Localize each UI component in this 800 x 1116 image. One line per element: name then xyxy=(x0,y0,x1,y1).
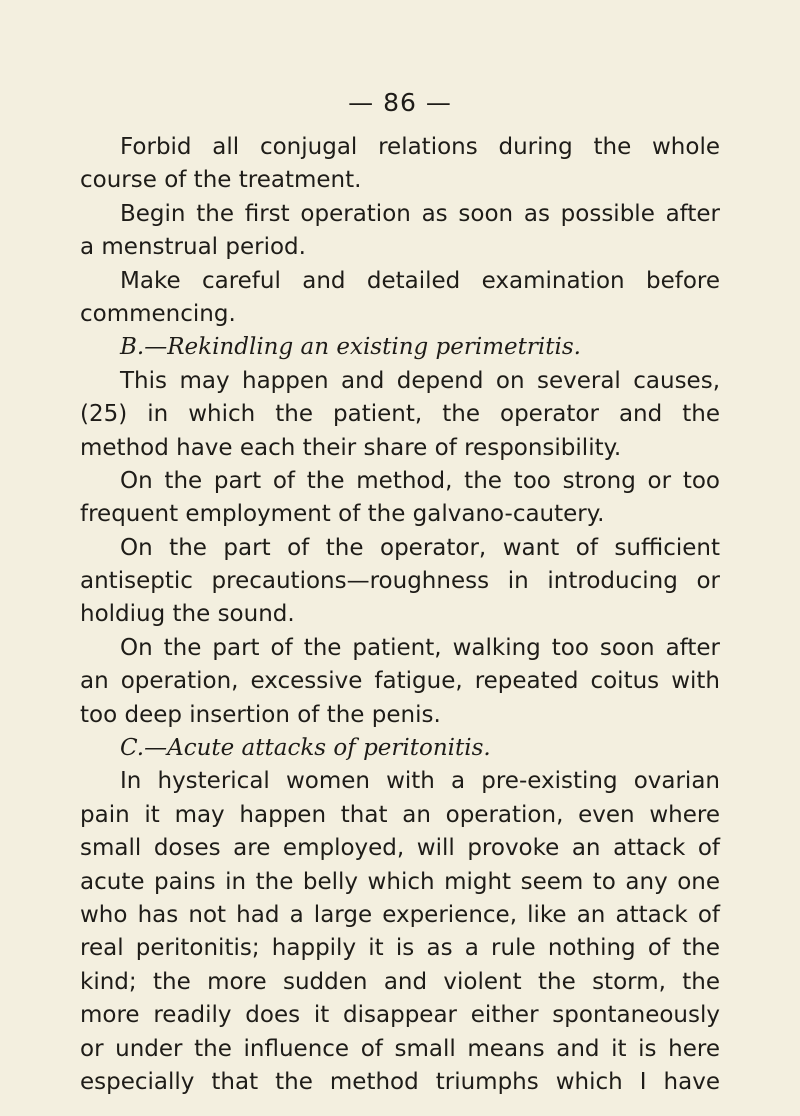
section-heading-c: C.—Acute attacks of peritonitis. xyxy=(120,735,491,762)
paragraph-line: On the part of the patient, walking too soon after xyxy=(120,634,720,661)
page-number: — 86 — xyxy=(348,88,452,117)
paragraph-line: antiseptic precautions—roughness in introducing or xyxy=(80,568,720,595)
paragraph-line: This may happen and depend on several causes, xyxy=(120,367,720,394)
paragraph-line: kind; the more sudden and violent the storm, the xyxy=(80,968,720,995)
paragraph-line: especially that the method triumphs which I have xyxy=(80,1068,720,1095)
paragraph-line: method have each their share of responsibility. xyxy=(80,434,622,461)
body-text xyxy=(80,131,720,1099)
paragraph-line: On the part of the method, the too strong or too xyxy=(120,467,720,494)
paragraph-line: a menstrual period. xyxy=(80,234,306,261)
paragraph-line: commencing. xyxy=(80,300,236,327)
paragraph-line: an operation, excessive fatigue, repeated coitus with xyxy=(80,668,720,695)
paragraph-line: pain it may happen that an operation, even where xyxy=(80,801,720,828)
paragraph-line: holdiug the sound. xyxy=(80,601,295,628)
paragraph-line: Make careful and detailed examination before xyxy=(120,267,720,294)
paragraph-line: Begin the first operation as soon as possible after xyxy=(120,200,720,227)
paragraph-line: In hysterical women with a pre-existing ovarian xyxy=(120,768,720,795)
paragraph-line: small doses are employed, will provoke an attack of xyxy=(80,835,720,862)
paragraph-line: acute pains in the belly which might seem to any one xyxy=(80,868,720,895)
paragraph-line: Forbid all conjugal relations during the whole xyxy=(120,134,720,160)
paragraph-line: On the part of the operator, want of sufficient xyxy=(120,534,720,561)
paragraph-line: too deep insertion of the penis. xyxy=(80,701,441,728)
paragraph-line: frequent employment of the galvano-cautery. xyxy=(80,501,605,528)
paragraph-line: (25) in which the patient, the operator and the xyxy=(80,401,720,428)
paragraph-line: who has not had a large experience, like an attack of xyxy=(80,901,720,928)
paragraph-line: more readily does it disappear either spontaneously xyxy=(80,1002,720,1029)
paragraph-line: course of the treatment. xyxy=(80,167,362,194)
paragraph-line: or under the influence of small means and it is here xyxy=(80,1035,720,1062)
section-heading-b: B.—Rekindling an existing perimetritis. xyxy=(120,334,581,361)
paragraph-line: real peritonitis; happily it is as a rule nothing of the xyxy=(80,935,720,962)
